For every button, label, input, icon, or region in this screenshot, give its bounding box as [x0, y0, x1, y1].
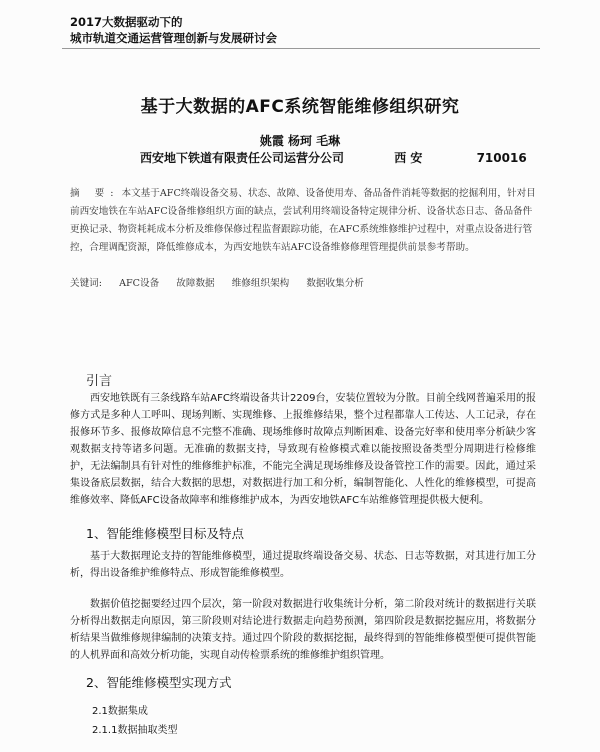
header-line-2: 城市轨道交通运营管理创新与发展研讨会 [70, 31, 277, 45]
keyword-item: AFC设备 [119, 278, 160, 289]
keywords-label: 关键词: [70, 278, 103, 289]
affiliation-city: 西 安 [394, 151, 423, 165]
abstract [70, 185, 540, 257]
subsection-2-1: 2.1数据集成 [92, 706, 148, 717]
paper-affiliation-line [140, 149, 527, 166]
affiliation: 西安地下铁道有限责任公司运营分公司 [140, 151, 345, 165]
intro-heading: 引言 [86, 374, 113, 389]
section-1-heading: 1、智能维修模型目标及特点 [86, 526, 244, 541]
section-2-heading: 2、智能维修模型实现方式 [86, 675, 232, 690]
intro-paragraph: 西安地铁既有三条线路车站AFC终端设备共计2209台，安装位置较为分散。目前全线网普遍采用的报修方式是多种人工呼叫、现场判断、实现维修、上报维修结果，整个过程都靠人工传达、人工记录，存在报修环节多、报修故障信息不完整不准确、现场维修时故障点判断困难、设备完好率和使用率分析缺少客观数据支持等诸多问题。无准确的数据支持，导致现有检修模式难以能按照设备类型分周期进行检修维护，无法编制具有针对性的维修维护标准，不能完全满足现场维修及设备管控工作的需要。因此，通过采集设备底层数据，结合大数据的思想，对数据进行加工和分析，编制智能化、人性化的维修模型，可提高维修效率、降低AFC设备故障率和维修维护成本，为西安地铁AFC车站维修管理提供极大便利。 [70, 393, 536, 506]
paper-title: 基于大数据的AFC系统智能维修组织研究 [140, 97, 460, 117]
keywords [70, 275, 378, 289]
paper-authors: 姚霞 杨珂 毛琳 [259, 134, 341, 148]
section-1-paragraph-1: 基于大数据理论支持的智能维修模型，通过提取终端设备交易、状态、日志等数据，对其进行加工分析，得出设备维护维修特点、形成智能维修模型。 [70, 551, 536, 579]
keyword-item: 维修组织架构 [231, 278, 290, 289]
affiliation-zip: 710016 [476, 151, 527, 165]
header-line-1: 2017大数据驱动下的 [70, 15, 183, 29]
abstract-text: 本文基于AFC终端设备交易、状态、故障、设备使用寿、备品备件消耗等数据的挖掘利用，针对目前西安地铁在车站AFC设备维修组织方面的缺点，尝试利用终端设备特定规律分析、设备状态日志、备品备件更换记录、物资耗耗成本分析及维修保修过程监督跟踪功能，在AFC系统维修维护过程中，对重点设备进行管控，合理调配资源，降低维修成本，为西安地铁车站AFC设备维修修理管理提供前景参考帮助。 [70, 188, 536, 253]
header-divider [62, 48, 540, 49]
running-header [70, 14, 277, 46]
abstract-label: 摘 要: [70, 188, 120, 199]
keyword-item: 数据收集分析 [306, 278, 364, 289]
section-1-paragraph-2: 数据价值挖掘要经过四个层次，第一阶段对数据进行收集统计分析，第二阶段对统计的数据进行关联分析得出数据走向原因，第三阶段则对结论进行数据走向趋势预测，第四阶段是数据挖掘应用，将数据分析结果当做维修规律编制的决策支持。通过四个阶段的数据挖掘，最终得到的智能维修模型便可提供智能的人机界面和高效分析功能，实现自动传检票系统的维修维护组织管理。 [70, 599, 536, 661]
keyword-item: 故障数据 [176, 278, 215, 289]
subsection-2-1-1: 2.1.1数据抽取类型 [92, 725, 178, 736]
